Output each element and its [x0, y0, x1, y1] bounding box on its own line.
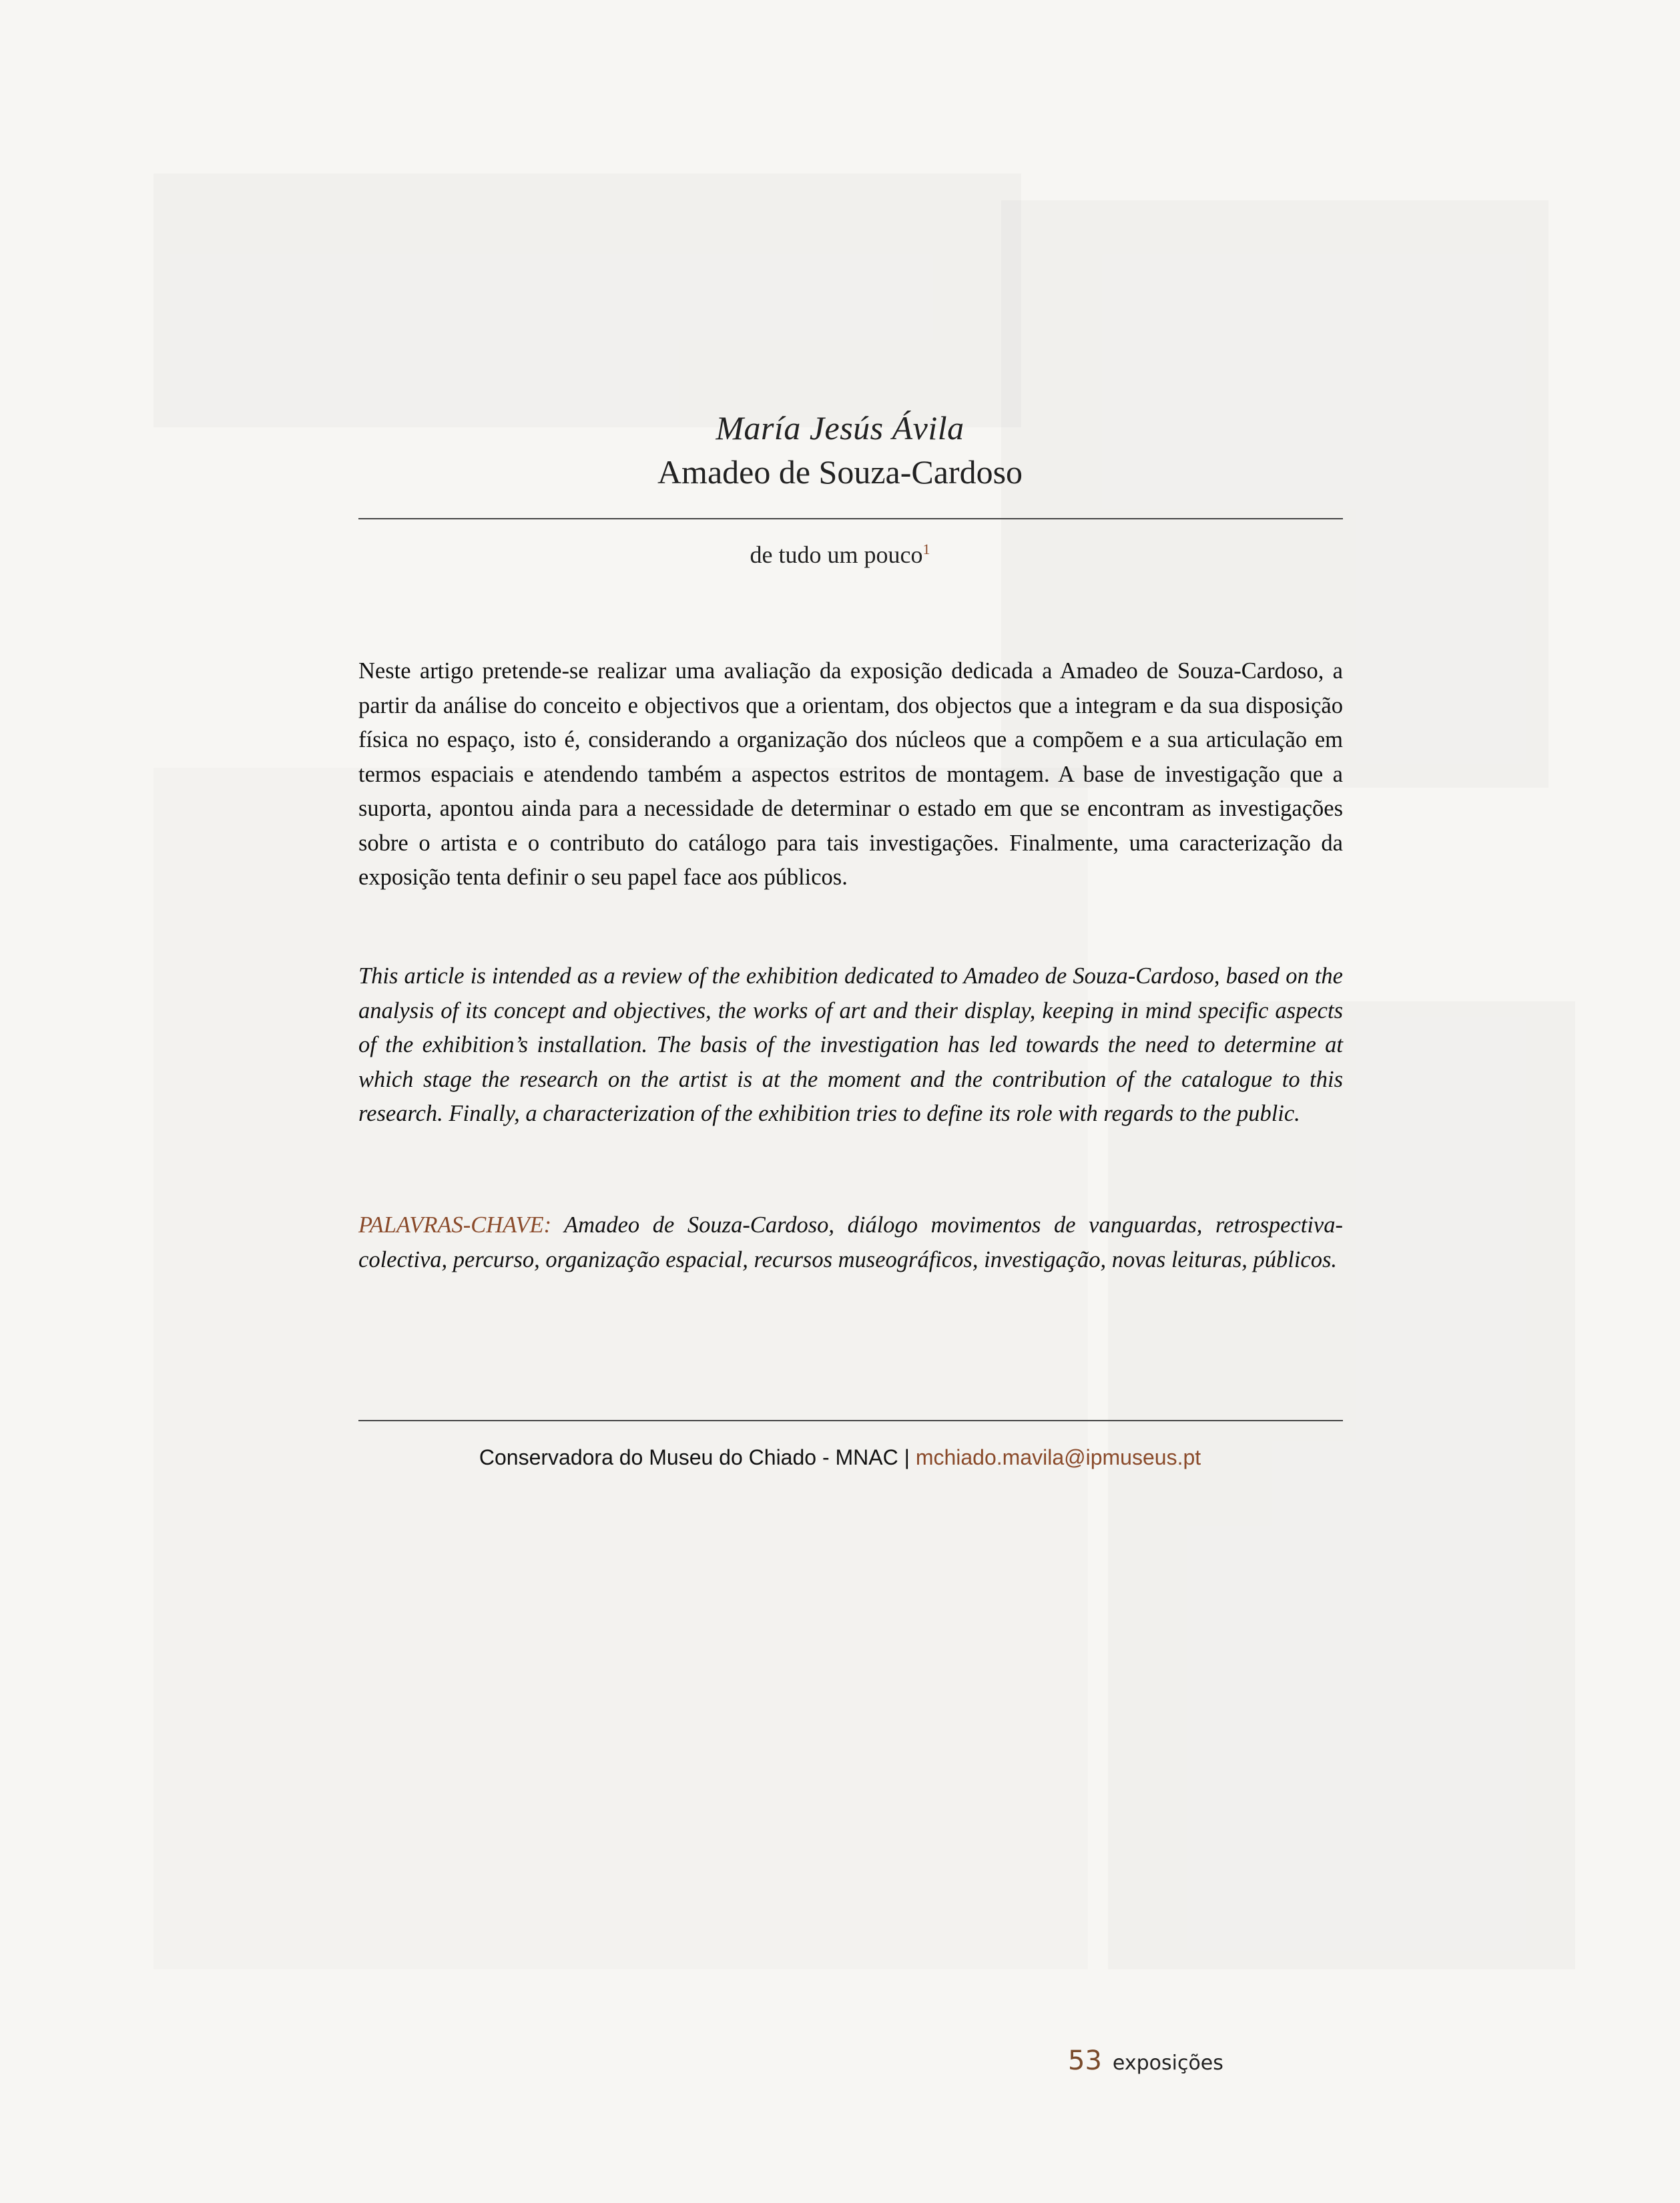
scan-bleed-through [1108, 1001, 1575, 1969]
section-name: exposições [1112, 2051, 1223, 2075]
article-title: Amadeo de Souza-Cardoso [657, 453, 1023, 491]
article-author: María Jesús Ávila [716, 409, 964, 447]
keywords-label: PALAVRAS-CHAVE: [358, 1212, 552, 1238]
subtitle-text: de tudo um pouco [750, 541, 923, 568]
keywords-text: Amadeo de Souza-Cardoso, diálogo movimentos de vanguardas, retrospectiva-colectiva, percurso, organização espacial, recursos museográficos, investigação, novas leituras, públicos. [358, 1212, 1343, 1272]
page-footer [1068, 2045, 1223, 2076]
affiliation-rule [358, 1420, 1343, 1421]
author-affiliation [0, 1445, 1680, 1470]
header-rule [358, 518, 1343, 519]
scan-bleed-through [154, 174, 1021, 427]
scan-bleed-through [154, 768, 1088, 1969]
affiliation-role: Conservadora do Museu do Chiado - MNAC [479, 1445, 898, 1469]
affiliation-separator: | [904, 1445, 910, 1469]
author-email-link[interactable]: mchiado.mavila@ipmuseus.pt [915, 1445, 1201, 1469]
page-number: 53 [1068, 2045, 1102, 2076]
article-subtitle [0, 541, 1680, 569]
footnote-marker[interactable]: 1 [922, 541, 930, 557]
abstract-english: This article is intended as a review of the exhibition dedicated to Amadeo de Souza-Cardoso, based on the analysis of its concept and objectives, the works of art and their display, keeping in mind specific aspects of the exhibition’s installation. The basis of the investigation has led towards the need to determine at which stage the research on the artist is at the moment and the contribution of the catalogue to this research. Finally, a characterization of the exhibition tries to define its role with regards to the public. [358, 963, 1343, 1126]
abstract-portuguese: Neste artigo pretende-se realizar uma avaliação da exposição dedicada a Amadeo de Souza-Cardoso, a partir da análise do conceito e objectivos que a orientam, dos objectos que a integram e da sua disposição física no espaço, isto é, considerando a organização dos núcleos que a compõem e a sua articulação em termos espaciais e atendendo também a aspectos estritos de montagem. A base de investigação que a suporta, apontou ainda para a necessidade de determinar o estado em que se encontram as investigações sobre o artista e o contributo do catálogo para tais investigações. Finalmente, uma caracterização da exposição tenta definir o seu papel face aos públicos. [358, 658, 1343, 890]
keywords [358, 1208, 1343, 1277]
